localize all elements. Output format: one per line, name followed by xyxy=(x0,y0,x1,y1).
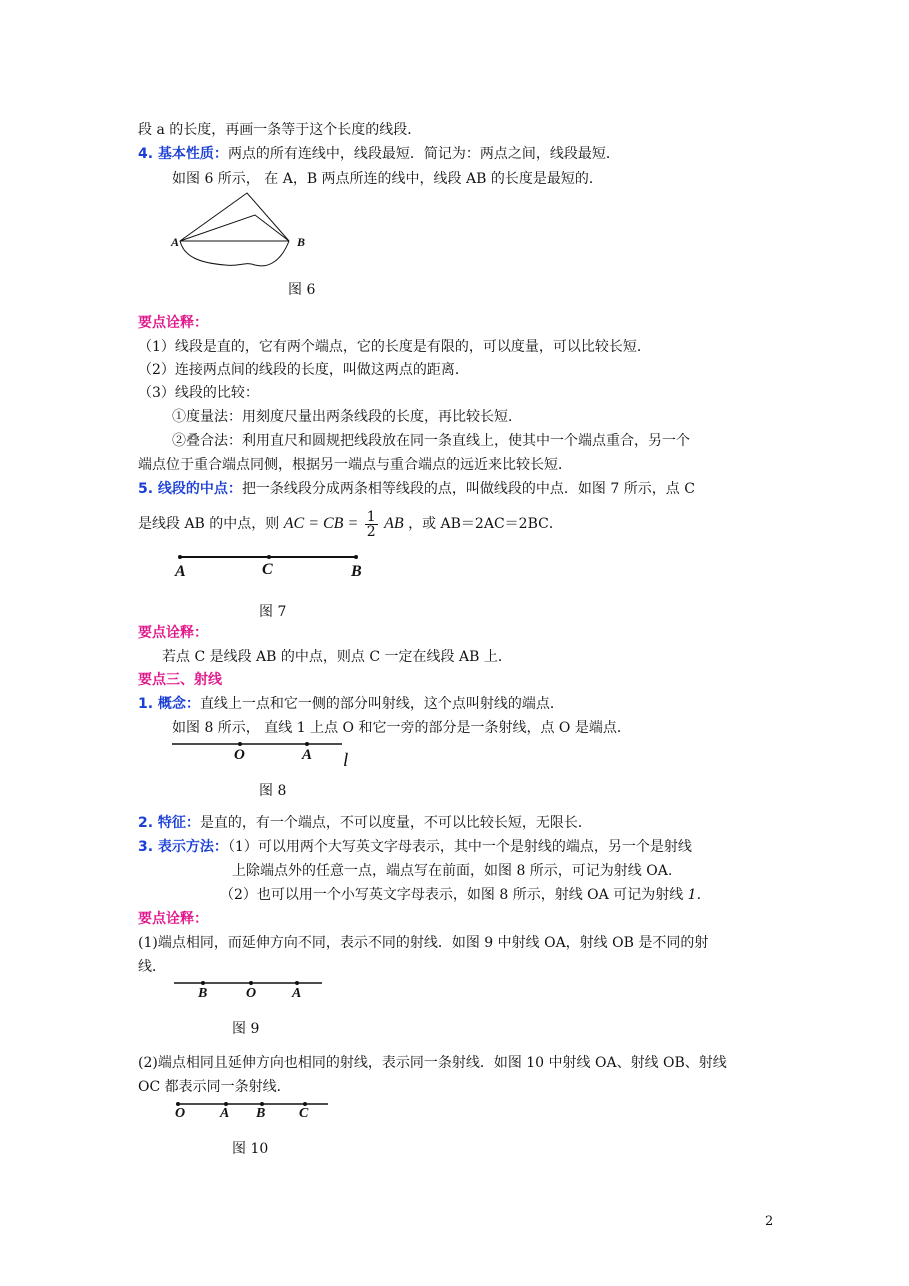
figure-8-diagram xyxy=(170,740,350,750)
note-heading: 要点诠释： xyxy=(138,315,208,331)
point-label-a: A xyxy=(171,235,180,249)
figure-caption: 图 9 xyxy=(232,1021,260,1037)
formula-left: AC = CB = xyxy=(283,515,359,532)
point-label-c: C xyxy=(262,561,273,578)
midpoint-paragraph xyxy=(138,479,695,499)
text-line: 若点 C 是线段 AB 的中点，则点 C 一定在线段 AB 上． xyxy=(162,649,512,665)
point-label-o: O xyxy=(246,986,257,1001)
notation-paragraph xyxy=(138,837,692,857)
point-label-b: B xyxy=(198,986,208,1001)
point-label-b: B xyxy=(297,235,306,249)
italic-letter: 1. xyxy=(687,887,702,903)
text-line: 如图 6 所示， 在 A，B 两点所连的线中，线段 AB 的长度是最短的． xyxy=(172,171,603,187)
property-paragraph xyxy=(138,144,620,164)
text: 直线上一点和它一侧的部分叫射线，这个点叫射线的端点． xyxy=(199,696,564,712)
text-line: (1)端点相同，而延伸方向不同，表示不同的射线．如图 9 中射线 OA，射线 OB 是不同的射 xyxy=(138,935,709,951)
text-line: （1）线段是直的，它有两个端点，它的长度是有限的，可以度量，可以比较长短． xyxy=(138,339,651,355)
text: 是直的，有一个端点，不可以度量，不可以比较长短，无限长． xyxy=(199,815,592,831)
figure-caption: 图 10 xyxy=(232,1141,269,1157)
line-label-l: l xyxy=(343,750,349,771)
text-line: 如图 8 所示， 直线 1 上点 O 和它一旁的部分是一条射线，点 O 是端点． xyxy=(172,720,631,736)
section-heading: 4. 基本性质： xyxy=(138,146,228,162)
point-label-b: B xyxy=(351,563,362,580)
note-heading: 要点诠释： xyxy=(138,911,208,927)
point-label-a: A xyxy=(292,986,302,1001)
point-label-a: A xyxy=(302,747,313,763)
note-heading: 要点诠释： xyxy=(138,625,208,641)
text: （2）也可以用一个小写英文字母表示，如图 8 所示，射线 OA 可记为射线 xyxy=(220,887,684,903)
fraction-numerator: 1 xyxy=(366,508,376,525)
concept-paragraph xyxy=(138,694,564,714)
figure-caption: 图 7 xyxy=(259,604,287,620)
page-number: 2 xyxy=(765,1214,774,1229)
point-label-b: B xyxy=(256,1106,266,1121)
point-label-o: O xyxy=(175,1106,186,1121)
text-line: 段 a 的长度，再画一条等于这个长度的线段． xyxy=(138,122,422,138)
text-line: 线． xyxy=(138,959,166,975)
text: 把一条线段分成两条相等线段的点，叫做线段的中点．如图 7 所示，点 C xyxy=(241,481,695,497)
text: （1）可以用两个大写英文字母表示，其中一个是射线的端点，另一个是射线 xyxy=(227,839,692,855)
section-title: 要点三、射线 xyxy=(138,672,222,688)
formula-right: AB xyxy=(384,515,404,532)
text-line xyxy=(220,885,701,905)
point-label-a: A xyxy=(220,1106,230,1121)
text-line: 上除端点外的任意一点，端点写在前面，如图 8 所示，可记为射线 OA. xyxy=(232,863,673,879)
figure-caption: 图 8 xyxy=(259,783,287,799)
point-label-c: C xyxy=(299,1106,309,1121)
text-line: (2)端点相同且延伸方向也相同的射线，表示同一条射线．如图 10 中射线 OA、射线 OB、射线 xyxy=(138,1055,727,1071)
section-heading: 1. 概念： xyxy=(138,696,200,712)
text-line: ②叠合法：利用直尺和圆规把线段放在同一条直线上，使其中一个端点重合，另一个 xyxy=(172,433,690,449)
text-line: 端点位于重合端点同侧，根据另一端点与重合端点的远近来比较长短． xyxy=(138,457,572,473)
fraction-denominator: 2 xyxy=(366,523,376,540)
fraction xyxy=(365,510,378,539)
point-label-a: A xyxy=(175,563,186,580)
figure-10-diagram xyxy=(174,1100,334,1110)
section-heading: 3. 表示方法： xyxy=(138,839,228,855)
figure-6-diagram xyxy=(170,185,320,280)
text-line: （3）线段的比较： xyxy=(138,385,259,401)
figure-caption: 图 6 xyxy=(288,282,316,298)
text: 两点的所有连线中，线段最短．简记为：两点之间，线段最短． xyxy=(227,146,620,162)
section-heading: 5. 线段的中点： xyxy=(138,481,242,497)
text-line: （2）连接两点间的线段的长度，叫做这两点的距离． xyxy=(138,362,469,378)
midpoint-formula-line xyxy=(138,508,563,540)
text-line: OC 都表示同一条射线． xyxy=(138,1079,291,1095)
section-heading: 2. 特征： xyxy=(138,815,200,831)
feature-paragraph xyxy=(138,813,592,833)
text: ，或 AB＝2AC＝2BC． xyxy=(408,516,563,532)
point-label-o: O xyxy=(234,747,245,763)
text: 是线段 AB 的中点，则 xyxy=(138,516,280,532)
text-line: ①度量法：用刻度尺量出两条线段的长度，再比较长短． xyxy=(172,409,522,425)
